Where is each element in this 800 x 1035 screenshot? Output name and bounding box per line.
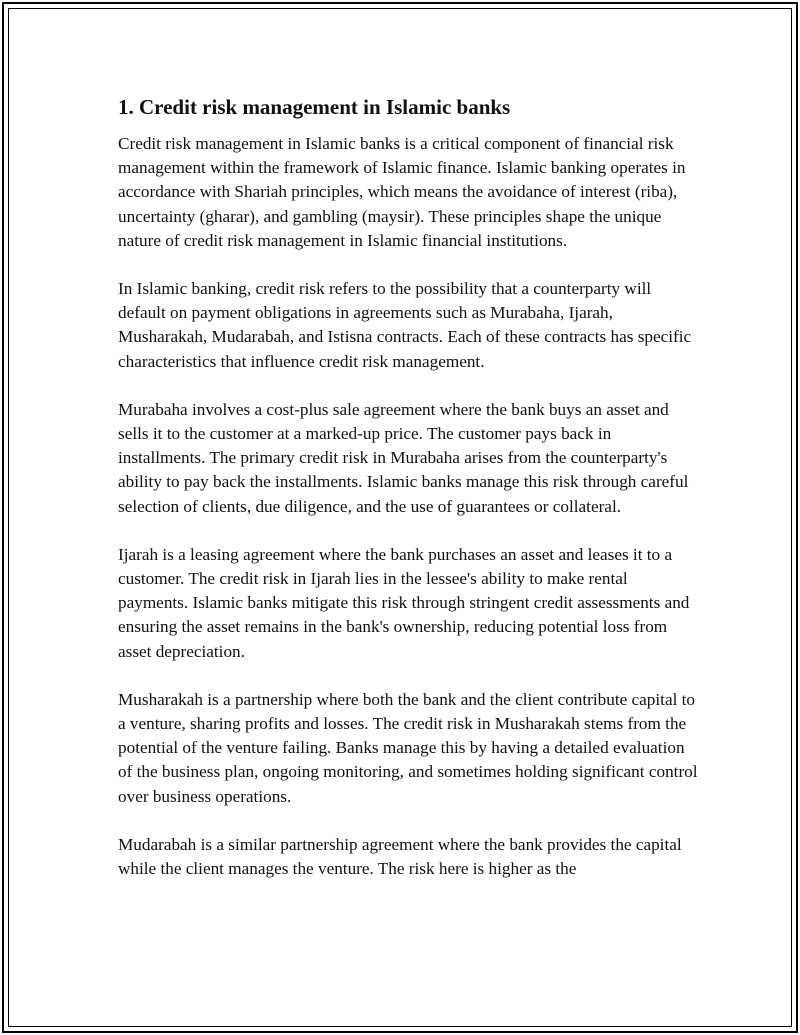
paragraph-intro: Credit risk management in Islamic banks is a critical component of financial risk management within the framework of Islamic finance. Islamic banking operates in accordance with Shariah principles, which means the avoidance of interest (riba), uncertainty (gharar), and gambling (maysir). These principles shape the unique nature of credit risk management in Islamic financial institutions. bbox=[118, 134, 686, 250]
paragraph-musharakah: Musharakah is a partnership where both the bank and the client contribute capital to a venture, sharing profits and losses. The credit risk in Musharakah stems from the potential of the venture failing. Banks manage this by having a detailed evaluation of the business plan, ongoing monitoring, and sometimes holding significant control over business operations. bbox=[118, 689, 698, 806]
paragraph-ijarah: Ijarah is a leasing agreement where the bank purchases an asset and leases it to a customer. The credit risk in Ijarah lies in the lessee's ability to make rental payments. Islamic banks mitigate this risk through stringent credit assessments and ensuring the asset remains in the bank's ownership, reducing potential loss from asset depreciation. bbox=[118, 544, 690, 661]
paragraph-credit-risk-definition: In Islamic banking, credit risk refers to the possibility that a counterparty will default on payment obligations in agreements such as Murabaha, Ijarah, Musharakah, Mudarabah, and Istisna contracts. Each of these contracts has specific characteristics that influence credit risk management. bbox=[118, 279, 692, 371]
paragraph-murabaha: Murabaha involves a cost-plus sale agreement where the bank buys an asset and sells it to the customer at a marked-up price. The customer pays back in installments. The primary credit risk in Murabaha arises from the counterparty's ability to pay back the installments. Islamic banks manage this risk through careful selection of clients, due diligence, and the use of guarantees or collateral. bbox=[118, 399, 689, 516]
document-body bbox=[118, 94, 698, 905]
section-heading: 1. Credit risk management in Islamic banks bbox=[118, 95, 511, 119]
paragraph-mudarabah: Mudarabah is a similar partnership agreement where the bank provides the capital while the client manages the venture. The risk here is higher as the bbox=[118, 834, 682, 879]
